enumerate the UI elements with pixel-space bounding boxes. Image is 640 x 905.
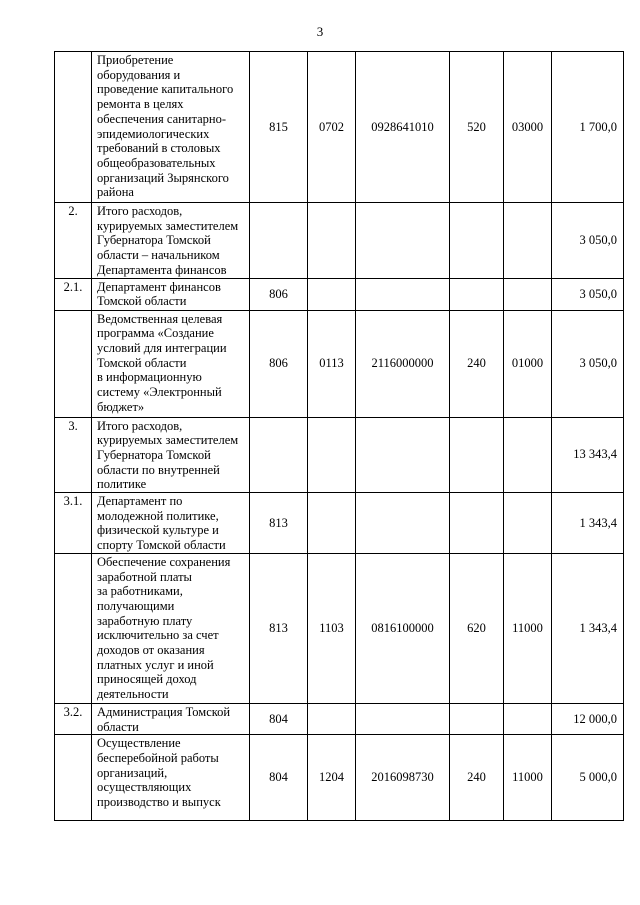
table-row xyxy=(55,203,624,279)
table-row xyxy=(55,278,624,310)
target-article: 2016098730 xyxy=(356,735,450,821)
row-number xyxy=(55,553,92,703)
classification-code xyxy=(504,203,552,279)
ministry-code: 806 xyxy=(250,310,308,417)
classification-code: 03000 xyxy=(504,52,552,203)
section-code: 0113 xyxy=(308,310,356,417)
section-code xyxy=(308,703,356,734)
classification-code: 11000 xyxy=(504,735,552,821)
ministry-code: 813 xyxy=(250,553,308,703)
section-code xyxy=(308,203,356,279)
amount: 1 700,0 xyxy=(552,52,624,203)
ministry-code: 815 xyxy=(250,52,308,203)
classification-code xyxy=(504,703,552,734)
section-code xyxy=(308,417,356,493)
row-name: Департамент по молодежной политике, физической культуре и спорту Томской области xyxy=(92,493,250,554)
row-number: 2.1. xyxy=(55,278,92,310)
target-article xyxy=(356,493,450,554)
expense-type xyxy=(450,203,504,279)
section-code xyxy=(308,493,356,554)
row-number: 3.2. xyxy=(55,703,92,734)
table-row xyxy=(55,417,624,493)
expense-type: 520 xyxy=(450,52,504,203)
target-article: 0816100000 xyxy=(356,553,450,703)
table-row xyxy=(55,735,624,821)
expense-type xyxy=(450,417,504,493)
ministry-code: 813 xyxy=(250,493,308,554)
expense-type xyxy=(450,278,504,310)
row-number: 2. xyxy=(55,203,92,279)
amount: 5 000,0 xyxy=(552,735,624,821)
target-article xyxy=(356,278,450,310)
expense-type: 620 xyxy=(450,553,504,703)
row-name: Осуществление бесперебойной работы организаций, осуществляющих производство и выпуск xyxy=(92,735,250,821)
amount: 1 343,4 xyxy=(552,493,624,554)
expense-type xyxy=(450,493,504,554)
classification-code: 01000 xyxy=(504,310,552,417)
row-number xyxy=(55,310,92,417)
row-name: Обеспечение сохранения заработной платы за работниками, получающими заработную плату исключительно за счет доходов от оказания платных услуг и иной приносящей доход деятельности xyxy=(92,553,250,703)
target-article: 2116000000 xyxy=(356,310,450,417)
amount: 13 343,4 xyxy=(552,417,624,493)
table-row xyxy=(55,52,624,203)
row-name: Приобретение оборудования и проведение капитального ремонта в целях обеспечения санитарно- эпидемиологических требований в столовых общеобразовательных организаций Зырянского района xyxy=(92,52,250,203)
ministry-code xyxy=(250,203,308,279)
ministry-code: 806 xyxy=(250,278,308,310)
section-code: 1103 xyxy=(308,553,356,703)
section-code: 1204 xyxy=(308,735,356,821)
target-article xyxy=(356,703,450,734)
row-number xyxy=(55,52,92,203)
table-row xyxy=(55,310,624,417)
row-number xyxy=(55,735,92,821)
classification-code xyxy=(504,417,552,493)
page-number: 3 xyxy=(316,24,324,39)
row-name: Ведомственная целевая программа «Создание условий для интеграции Томской области в информационную систему «Электронный бюджет» xyxy=(92,310,250,417)
expense-type xyxy=(450,703,504,734)
amount: 12 000,0 xyxy=(552,703,624,734)
expense-type: 240 xyxy=(450,310,504,417)
row-number: 3. xyxy=(55,417,92,493)
amount: 1 343,4 xyxy=(552,553,624,703)
section-code: 0702 xyxy=(308,52,356,203)
target-article: 0928641010 xyxy=(356,52,450,203)
ministry-code xyxy=(250,417,308,493)
row-number: 3.1. xyxy=(55,493,92,554)
row-name: Администрация Томской области xyxy=(92,703,250,734)
ministry-code: 804 xyxy=(250,703,308,734)
row-name: Департамент финансов Томской области xyxy=(92,278,250,310)
classification-code: 11000 xyxy=(504,553,552,703)
table-row xyxy=(55,703,624,734)
table-row xyxy=(55,553,624,703)
target-article xyxy=(356,203,450,279)
ministry-code: 804 xyxy=(250,735,308,821)
section-code xyxy=(308,278,356,310)
classification-code xyxy=(504,493,552,554)
amount: 3 050,0 xyxy=(552,310,624,417)
row-name: Итого расходов, курируемых заместителем Губернатора Томской области по внутренней политике xyxy=(92,417,250,493)
row-name: Итого расходов, курируемых заместителем Губернатора Томской области – начальником Департамента финансов xyxy=(92,203,250,279)
table-row xyxy=(55,493,624,554)
amount: 3 050,0 xyxy=(552,278,624,310)
expense-type: 240 xyxy=(450,735,504,821)
classification-code xyxy=(504,278,552,310)
target-article xyxy=(356,417,450,493)
amount: 3 050,0 xyxy=(552,203,624,279)
budget-table xyxy=(54,51,624,821)
